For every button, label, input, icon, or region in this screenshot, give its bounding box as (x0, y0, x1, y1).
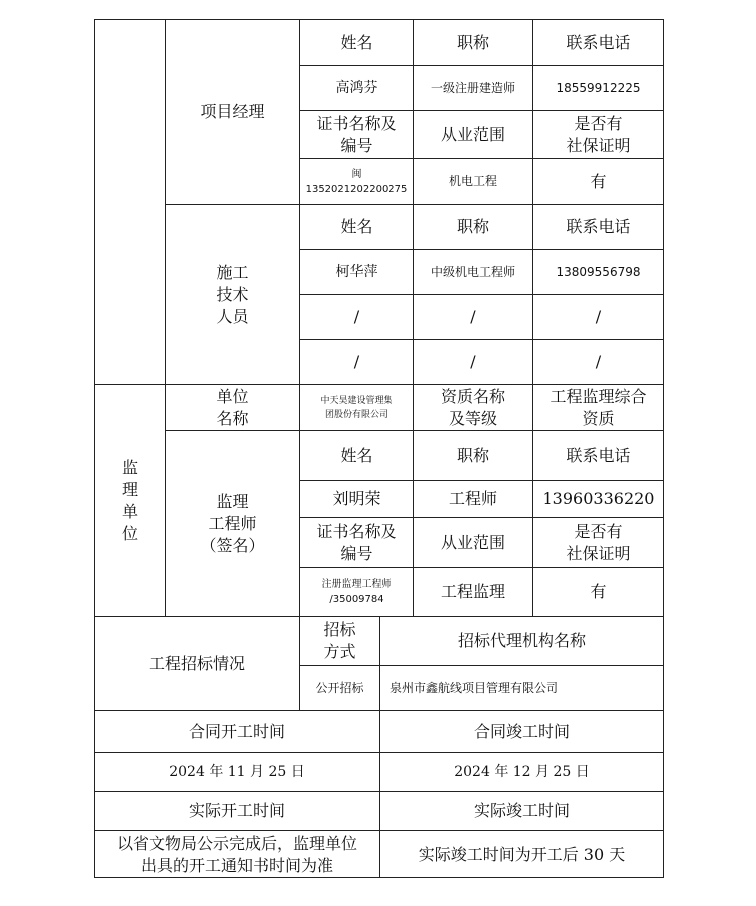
pm-header-name: 姓名 (299, 19, 413, 65)
supervision-phone: 13960336220 (532, 480, 664, 517)
pm-header-social: 是否有 社保证明 (532, 110, 664, 158)
pm-name: 高鸿芬 (299, 65, 413, 110)
contract-end-date: 2024 年 12 月 25 日 (379, 752, 664, 791)
supervision-title: 工程师 (413, 480, 532, 517)
contract-start-label: 合同开工时间 (94, 710, 379, 752)
supervision-name: 刘明荣 (299, 480, 413, 517)
tech-empty-cell: / (532, 294, 664, 339)
supervision-header-title: 职称 (413, 430, 532, 480)
supervision-cert: 注册监理工程师 /35009784 (299, 567, 413, 616)
bidding-agency: 泉州市鑫航线项目管理有限公司 (379, 665, 664, 710)
supervision-unit-label: 单位 名称 (165, 384, 299, 430)
tech-label: 施工 技术 人员 (165, 204, 299, 384)
actual-start-value: 以省文物局公示完成后，监理单位 出具的开工通知书时间为准 (94, 830, 379, 878)
supervision-header-social: 是否有 社保证明 (532, 517, 664, 567)
bidding-method: 公开招标 (299, 665, 379, 710)
pm-scope: 机电工程 (413, 158, 532, 204)
pm-label: 项目经理 (165, 19, 299, 204)
supervision-scope: 工程监理 (413, 567, 532, 616)
contract-end-label: 合同竣工时间 (379, 710, 664, 752)
pm-header-scope: 从业范围 (413, 110, 532, 158)
pm-cert: 闽 1352021202200275 (299, 158, 413, 204)
tech-empty-cell: / (413, 294, 532, 339)
supervision-header-qualification: 资质名称 及等级 (413, 384, 532, 430)
pm-social: 有 (532, 158, 664, 204)
tech-empty-cell: / (532, 339, 664, 384)
supervision-header-scope: 从业范围 (413, 517, 532, 567)
tech-title: 中级机电工程师 (413, 249, 532, 294)
supervision-social: 有 (532, 567, 664, 616)
blank-left-cell (94, 19, 165, 384)
supervision-unit-name: 中天昊建设管理集 团股份有限公司 (299, 384, 413, 430)
pm-header-title: 职称 (413, 19, 532, 65)
supervision-engineer-label: 监理 工程师 （签名） (165, 430, 299, 616)
tech-phone: 13809556798 (532, 249, 664, 294)
supervision-header-name: 姓名 (299, 430, 413, 480)
actual-end-label: 实际竣工时间 (379, 791, 664, 830)
tech-header-phone: 联系电话 (532, 204, 664, 249)
tech-header-name: 姓名 (299, 204, 413, 249)
supervision-header-phone: 联系电话 (532, 430, 664, 480)
actual-start-label: 实际开工时间 (94, 791, 379, 830)
supervision-label: 监 理 单 位 (94, 384, 165, 616)
bidding-header-method: 招标 方式 (299, 616, 379, 665)
supervision-qualification: 工程监理综合 资质 (532, 384, 664, 430)
actual-end-value: 实际竣工时间为开工后 30 天 (379, 830, 664, 878)
supervision-header-cert: 证书名称及 编号 (299, 517, 413, 567)
tech-empty-cell: / (413, 339, 532, 384)
bidding-label: 工程招标情况 (94, 616, 299, 710)
tech-name: 柯华萍 (299, 249, 413, 294)
tech-header-title: 职称 (413, 204, 532, 249)
tech-empty-cell: / (299, 294, 413, 339)
pm-header-cert: 证书名称及 编号 (299, 110, 413, 158)
contract-start-date: 2024 年 11 月 25 日 (94, 752, 379, 791)
pm-header-phone: 联系电话 (532, 19, 664, 65)
tech-empty-cell: / (299, 339, 413, 384)
pm-phone: 18559912225 (532, 65, 664, 110)
pm-title: 一级注册建造师 (413, 65, 532, 110)
bidding-header-agency: 招标代理机构名称 (379, 616, 664, 665)
